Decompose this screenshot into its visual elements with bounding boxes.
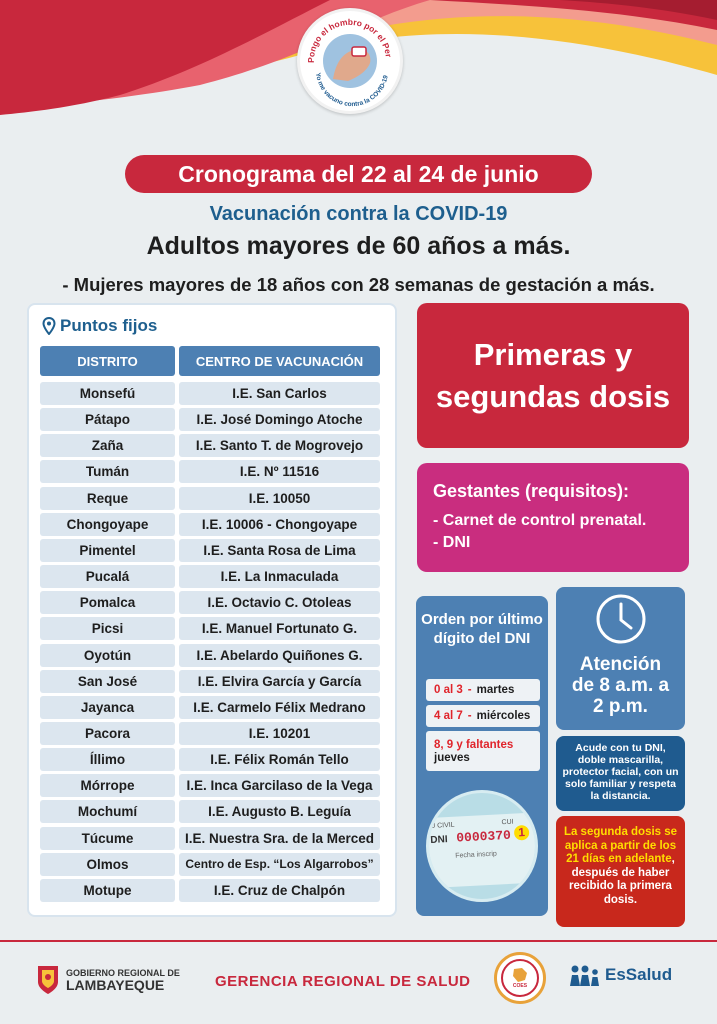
vaccination-center-cell: I.E. José Domingo Atoche: [179, 408, 380, 431]
district-cell: Túcume: [40, 827, 175, 850]
coat-of-arms-icon: [36, 962, 60, 996]
district-cell: Pomalca: [40, 591, 175, 614]
doses-line1: Primeras y: [473, 336, 633, 372]
vaccination-center-cell: Centro de Esp. “Los Algarrobos”: [179, 853, 380, 876]
vaccination-center-cell: I.E. Carmelo Félix Medrano: [179, 696, 380, 719]
pregnant-req-dni: - DNI: [433, 534, 471, 551]
dni-chip-tuesday: [426, 679, 540, 701]
secondary-heading: - Mujeres mayores de 18 años con 28 semanas de gestación a más.: [62, 274, 655, 295]
card-dni-label: DNI: [430, 834, 448, 846]
gerencia-label: GERENCIA REGIONAL DE SALUD: [215, 973, 471, 990]
card-number: 0000370: [455, 827, 512, 846]
district-cell: Reque: [40, 487, 175, 510]
district-cell: Mochumí: [40, 800, 175, 823]
vaccination-center-cell: I.E. Augusto B. Leguía: [179, 800, 380, 823]
fixed-points-label: Puntos fijos: [60, 316, 158, 335]
essalud-logo: [568, 964, 672, 986]
district-cell: Pimentel: [40, 539, 175, 562]
district-cell: Chongoyape: [40, 513, 175, 536]
bandage-icon: [352, 47, 366, 56]
district-cell: Jayanca: [40, 696, 175, 719]
vaccination-center-cell: I.E. Octavio C. Otoleas: [179, 591, 380, 614]
district-cell: Olmos: [40, 853, 175, 876]
footer-divider: [0, 940, 717, 942]
chip-separator: -: [467, 684, 472, 696]
schedule-banner: Cronograma del 22 al 24 de junio: [125, 155, 592, 193]
family-icon: [568, 964, 602, 986]
doses-box: [417, 303, 689, 448]
chip-digits: 8, 9 y faltantes: [434, 738, 514, 751]
pregnant-requirements-box: [417, 463, 689, 572]
vaccination-center-cell: I.E. Cruz de Chalpón: [179, 879, 380, 902]
fixed-points-title: [42, 316, 157, 336]
chip-day: martes: [476, 684, 515, 696]
card-cui-label: CUI: [501, 818, 514, 827]
vaccination-center-cell: I.E. 10050: [179, 487, 380, 510]
dni-card-illustration: [426, 790, 538, 902]
hours-box: [556, 587, 685, 730]
gob-line2: LAMBAYEQUE: [66, 977, 165, 993]
main-heading: Adultos mayores de 60 años a más.: [146, 232, 571, 260]
vaccination-center-cell: I.E. Abelardo Quiñones G.: [179, 644, 380, 667]
badge-bottom-text: Yo me vacuno contra la COVID-19: [313, 72, 390, 109]
vaccination-center-cell: I.E. La Inmaculada: [179, 565, 380, 588]
district-cell: Monsefú: [40, 382, 175, 405]
vaccination-center-cell: I.E. Santo T. de Mogrovejo: [179, 434, 380, 457]
hours-line3: 2 p.m.: [593, 696, 648, 717]
vaccination-center-cell: I.E. Elvira García y García: [179, 670, 380, 693]
district-cell: Pacora: [40, 722, 175, 745]
chip-day: jueves: [434, 751, 470, 764]
district-cell: Picsi: [40, 617, 175, 640]
district-cell: Zaña: [40, 434, 175, 457]
card-date-label: Fecha inscrip: [455, 850, 498, 860]
doses-line2: segundas dosis: [435, 378, 671, 414]
essalud-label: EsSalud: [605, 965, 673, 984]
vaccination-center-cell: I.E. Nuestra Sra. de la Merced: [179, 827, 380, 850]
pregnant-req-card: - Carnet de control prenatal.: [433, 512, 647, 529]
chip-digits: 4 al 7: [434, 710, 463, 722]
vaccination-center-cell: I.E. San Carlos: [179, 382, 380, 405]
dni-chip-wednesday: [426, 705, 540, 727]
gob-lambayeque-logo: [36, 962, 180, 996]
coes-seal: [494, 952, 546, 1004]
hours-line2: de 8 a.m. a: [571, 675, 670, 696]
district-cell: San José: [40, 670, 175, 693]
vaccination-center-cell: I.E. Nº 11516: [179, 460, 380, 483]
district-cell: Motupe: [40, 879, 175, 902]
chip-digits: 0 al 3: [434, 684, 463, 696]
dni-chip-thursday: [426, 731, 540, 771]
column-header-center: CENTRO DE VACUNACIÓN: [179, 346, 380, 376]
column-header-district: DISTRITO: [40, 346, 175, 376]
chip-day: miércoles: [476, 710, 531, 722]
card-civil-label: J CIVIL: [431, 821, 455, 830]
district-cell: Mórrope: [40, 774, 175, 797]
district-cell: Pátapo: [40, 408, 175, 431]
second-dose-note: [556, 816, 685, 927]
vaccination-center-cell: I.E. 10006 - Chongoyape: [179, 513, 380, 536]
campaign-badge: [297, 8, 403, 114]
gob-line1: GOBIERNO REGIONAL DE: [66, 968, 180, 978]
vaccination-center-cell: I.E. 10201: [179, 722, 380, 745]
chip-separator: -: [467, 710, 472, 722]
map-pin-icon: [42, 317, 56, 335]
vaccination-center-cell: I.E. Santa Rosa de Lima: [179, 539, 380, 562]
vaccination-center-cell: I.E. Inca Garcilaso de la Vega: [179, 774, 380, 797]
hours-line1: Atención: [579, 654, 662, 675]
coes-label: COES: [512, 983, 528, 989]
vaccination-center-cell: I.E. Félix Román Tello: [179, 748, 380, 771]
dni-order-title: Orden por último dígito del DNI: [421, 611, 543, 647]
card-check-digit: 1: [514, 825, 530, 841]
advice-box: Acude con tu DNI, doble mascarilla, protector facial, con un solo familiar y respeta la distancia.: [556, 736, 685, 811]
district-cell: Tumán: [40, 460, 175, 483]
pregnant-title: Gestantes (requisitos):: [433, 481, 630, 501]
badge-top-text: Pongo el hombro por el Per: [305, 16, 394, 64]
clock-icon: [595, 593, 647, 645]
peru-map-icon: [510, 967, 530, 983]
second-dose-highlight: La segunda dosis se aplica a partir de los 21 días en adelante: [563, 826, 678, 865]
subtitle: Vacunación contra la COVID-19: [209, 203, 508, 225]
vaccination-center-cell: I.E. Manuel Fortunato G.: [179, 617, 380, 640]
district-cell: Oyotún: [40, 644, 175, 667]
second-dose-rest: , después de haber recibido la primera dosis.: [569, 853, 675, 906]
district-cell: Íllimo: [40, 748, 175, 771]
district-cell: Pucalá: [40, 565, 175, 588]
